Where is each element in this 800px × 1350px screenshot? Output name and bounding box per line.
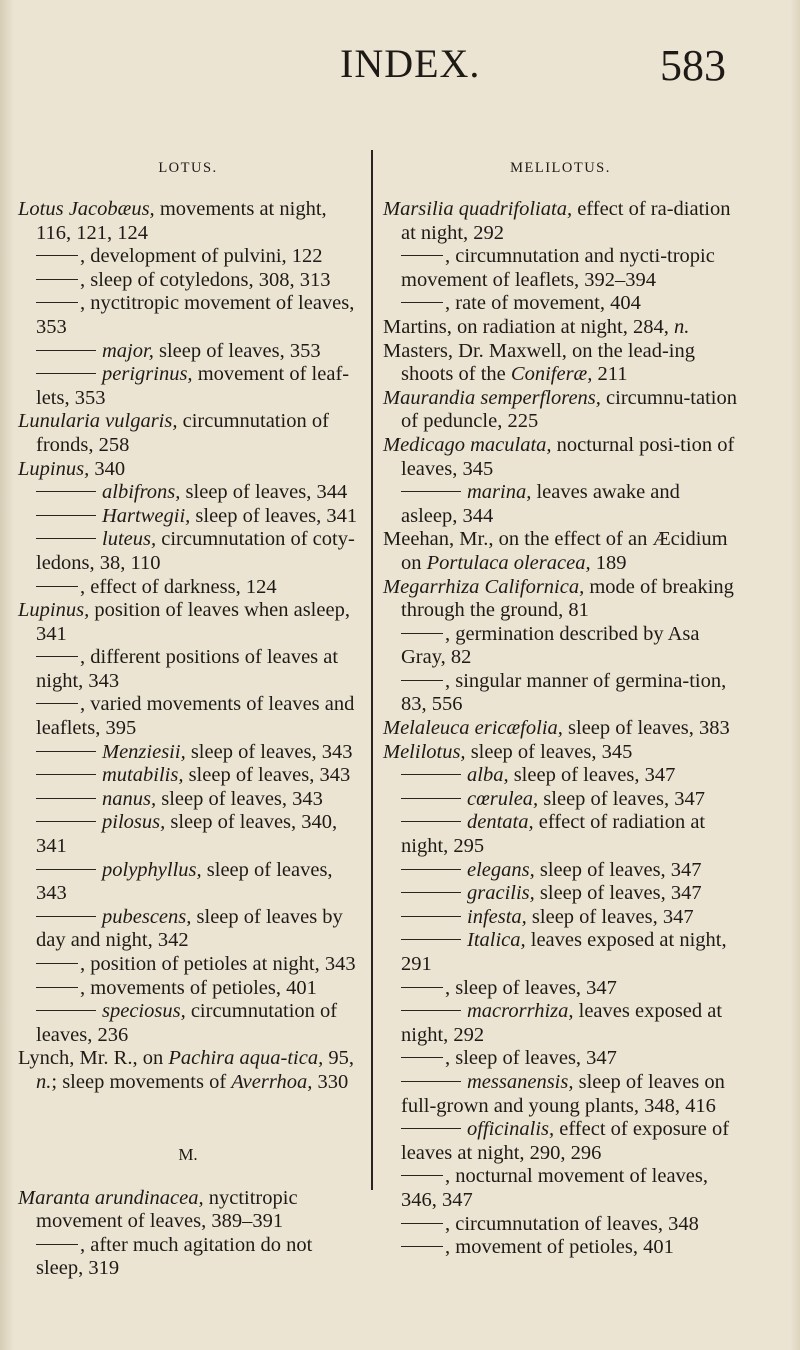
column-divider — [371, 150, 373, 1190]
index-entry: , different positions of leaves at night, 343 — [36, 646, 339, 692]
left-column — [18, 158, 358, 1281]
index-entry: Lupinus, position of leaves when asleep, 341 — [18, 599, 350, 645]
index-entry: messanensis, sleep of leaves on full-grown and young plants, 348, 416 — [401, 1070, 725, 1117]
running-head — [0, 40, 800, 100]
index-entry: pilosus, sleep of leaves, 340, 341 — [36, 811, 338, 858]
index-entry: , sleep of leaves, 347 — [383, 977, 738, 1001]
index-entry: dentata, effect of radiation at night, 295 — [401, 811, 706, 858]
index-entry: luteus, circumnutation of coty-ledons, 38, 110 — [36, 528, 355, 574]
index-entry: Hartwegii, sleep of leaves, 341 — [18, 505, 358, 529]
index-entry: speciosus, circumnutation of leaves, 236 — [36, 1000, 338, 1046]
index-entry: Maranta arundinacea, nyctitropic movement of leaves, 389–391 — [18, 1186, 298, 1233]
index-entry: , nocturnal movement of leaves, 346, 347 — [401, 1165, 708, 1211]
index-entry: , position of petioles at night, 343 — [18, 953, 358, 977]
index-entry: , movement of petioles, 401 — [383, 1236, 738, 1260]
page-edge-left — [0, 0, 14, 1350]
index-entry: , circumnutation of leaves, 348 — [383, 1213, 738, 1237]
index-entry: Medicago maculata, nocturnal posi-tion of leaves, 345 — [383, 433, 735, 480]
index-entry: Meehan, Mr., on the effect of an Æcidium on Portulaca oleracea, 189 — [383, 528, 728, 574]
right-column-heading: MELILOTUS. — [510, 160, 611, 176]
right-column — [383, 158, 738, 1260]
index-entry: , varied movements of leaves and leaflets, 395 — [36, 693, 355, 740]
index-entry: Martins, on radiation at night, 284, n. — [383, 315, 690, 338]
index-entry: major, sleep of leaves, 353 — [18, 340, 358, 364]
index-entry: pubescens, sleep of leaves by day and night, 342 — [36, 905, 343, 952]
index-entry: Italica, leaves exposed at night, 291 — [401, 929, 727, 975]
index-entry: Marsilia quadrifoliata, effect of ra-diation at night, 292 — [383, 198, 731, 244]
index-entry: , singular manner of germina-tion, 83, 556 — [401, 669, 727, 716]
index-entry: nanus, sleep of leaves, 343 — [18, 788, 358, 812]
index-entry: , rate of movement, 404 — [383, 292, 738, 316]
index-entry: Melaleuca ericæfolia, sleep of leaves, 383 — [383, 717, 730, 740]
page-edge-right — [790, 0, 800, 1350]
page-number: 583 — [660, 41, 726, 90]
index-entry: officinalis, effect of exposure of leaves at night, 290, 296 — [401, 1118, 730, 1164]
index-entry: macrorrhiza, leaves exposed at night, 292 — [401, 1000, 723, 1046]
left-entries-a — [18, 198, 358, 1095]
index-entry: polyphyllus, sleep of leaves, 343 — [36, 858, 333, 905]
index-entry: marina, leaves awake and asleep, 344 — [401, 481, 680, 527]
header-title: INDEX. — [340, 41, 481, 86]
index-entry: Lupinus, 340 — [18, 457, 126, 480]
left-column-heading: LOTUS. — [158, 160, 218, 176]
index-entry: , germination described by Asa Gray, 82 — [401, 622, 700, 669]
index-entry: perigrinus, movement of leaf-lets, 353 — [36, 363, 350, 409]
index-entry: gracilis, sleep of leaves, 347 — [383, 882, 738, 906]
index-entry: Maurandia semperflorens, circumnu-tation of peduncle, 225 — [383, 386, 737, 433]
index-entry: alba, sleep of leaves, 347 — [383, 764, 738, 788]
index-entry: Menziesii, sleep of leaves, 343 — [18, 741, 358, 765]
index-entry: elegans, sleep of leaves, 347 — [383, 859, 738, 883]
index-entry: cœrulea, sleep of leaves, 347 — [383, 788, 738, 812]
index-entry: Lunularia vulgaris, circumnutation of fronds, 258 — [18, 410, 329, 456]
index-entry: Masters, Dr. Maxwell, on the lead-ing shoots of the Coniferæ, 211 — [383, 339, 695, 386]
index-entry: Megarrhiza Californica, mode of breaking through the ground, 81 — [383, 575, 734, 622]
index-entry: , circumnutation and nycti-tropic movement of leaflets, 392–394 — [401, 245, 715, 291]
index-entry: Lotus Jacobæus, movements at night, 116, 121, 124 — [18, 198, 327, 244]
index-entry: , development of pulvini, 122 — [18, 245, 358, 269]
left-entries-b — [18, 1187, 358, 1281]
section-letter: M. — [178, 1144, 198, 1164]
index-entry: , after much agitation do not sleep, 319 — [36, 1233, 313, 1280]
right-entries — [383, 198, 738, 1260]
index-entry: , sleep of leaves, 347 — [383, 1047, 738, 1071]
index-entry: , nyctitropic movement of leaves, 353 — [36, 292, 355, 338]
index-entry: , movements of petioles, 401 — [18, 977, 358, 1001]
index-entry: albifrons, sleep of leaves, 344 — [18, 481, 358, 505]
index-entry: infesta, sleep of leaves, 347 — [383, 906, 738, 930]
index-entry: , sleep of cotyledons, 308, 313 — [18, 269, 358, 293]
index-entry: , effect of darkness, 124 — [18, 576, 358, 600]
index-entry: Melilotus, sleep of leaves, 345 — [383, 740, 633, 763]
index-entry: Lynch, Mr. R., on Pachira aqua-tica, 95, n.; sleep movements of Averrhoa, 330 — [18, 1047, 354, 1093]
index-entry: mutabilis, sleep of leaves, 343 — [18, 764, 358, 788]
